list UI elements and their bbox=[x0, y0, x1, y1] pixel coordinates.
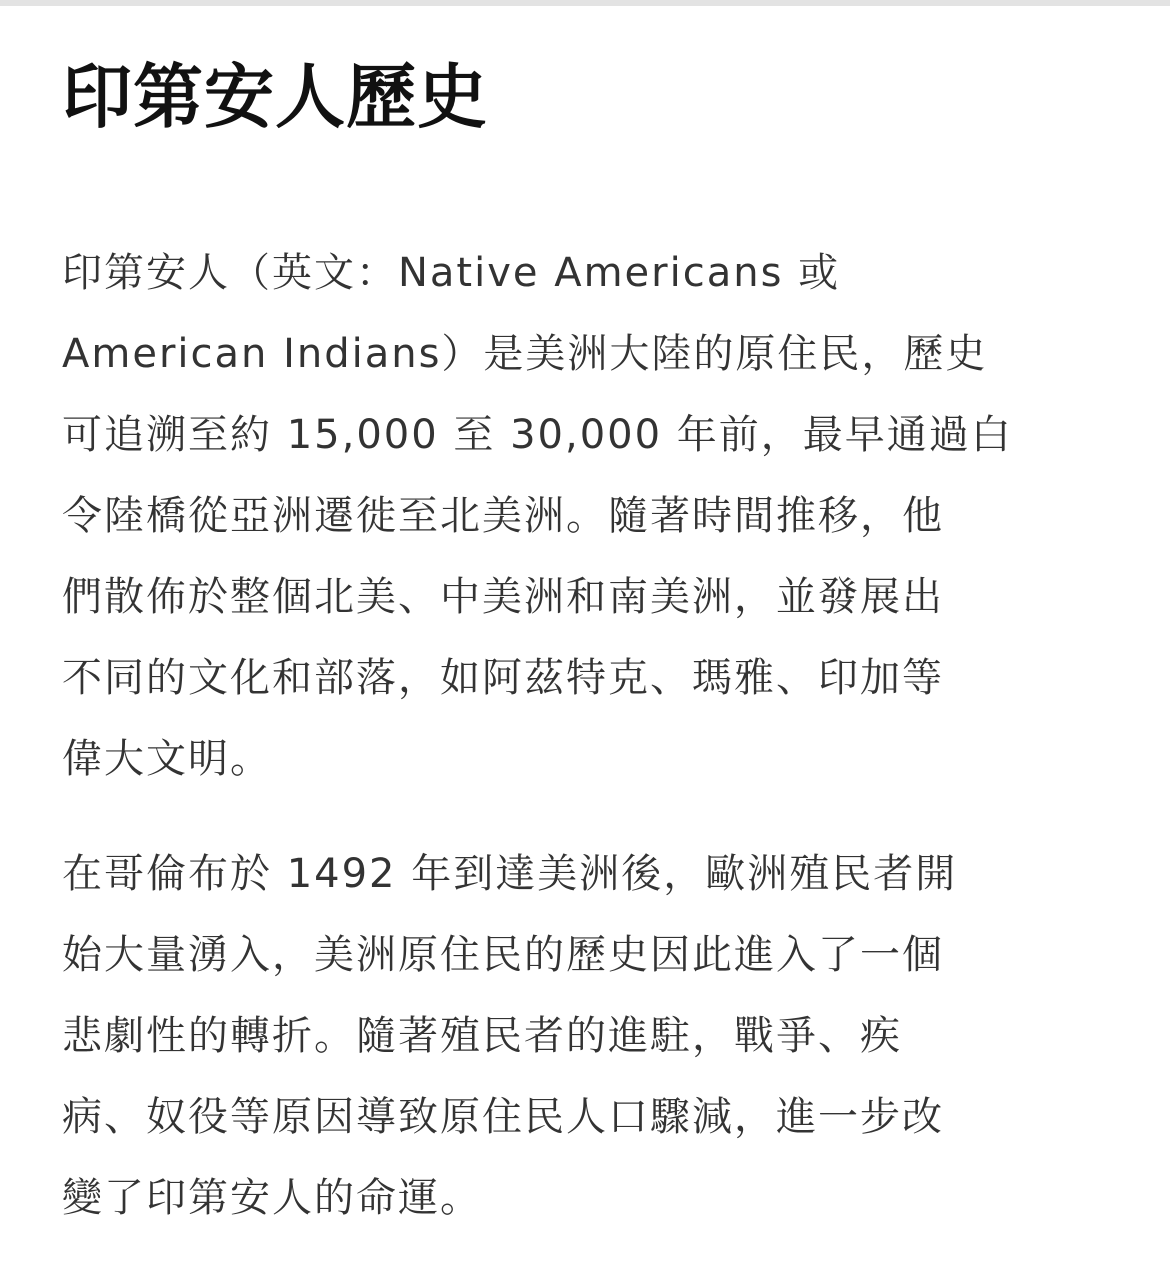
paragraph-colonization bbox=[62, 834, 1122, 1239]
paragraph-line: 悲劇性的轉折。隨著殖民者的進駐，戰爭、疾 bbox=[62, 1013, 902, 1059]
paragraph-line: 可追溯至約 15,000 至 30,000 年前，最早通過白 bbox=[62, 412, 1013, 458]
article bbox=[62, 52, 1122, 1239]
paragraph-line: 令陸橋從亞洲遷徙至北美洲。隨著時間推移，他 bbox=[62, 493, 944, 539]
page-title: 印第安人歷史 bbox=[62, 56, 488, 138]
paragraph-line: 們散佈於整個北美、中美洲和南美洲，並發展出 bbox=[62, 574, 944, 620]
paragraph-line: American Indians）是美洲大陸的原住民，歷史 bbox=[62, 331, 988, 377]
paragraph-origins bbox=[62, 233, 1122, 800]
top-divider bbox=[0, 0, 1170, 6]
paragraph-line: 在哥倫布於 1492 年到達美洲後，歐洲殖民者開 bbox=[62, 851, 958, 897]
paragraph-line: 變了印第安人的命運。 bbox=[62, 1175, 482, 1221]
paragraph-line: 始大量湧入，美洲原住民的歷史因此進入了一個 bbox=[62, 932, 944, 978]
paragraph-line: 病、奴役等原因導致原住民人口驟減，進一步改 bbox=[62, 1094, 944, 1140]
paragraph-line: 偉大文明。 bbox=[62, 736, 272, 782]
paragraph-line: 不同的文化和部落，如阿茲特克、瑪雅、印加等 bbox=[62, 655, 944, 701]
paragraph-line: 印第安人（英文：Native Americans 或 bbox=[62, 250, 841, 296]
